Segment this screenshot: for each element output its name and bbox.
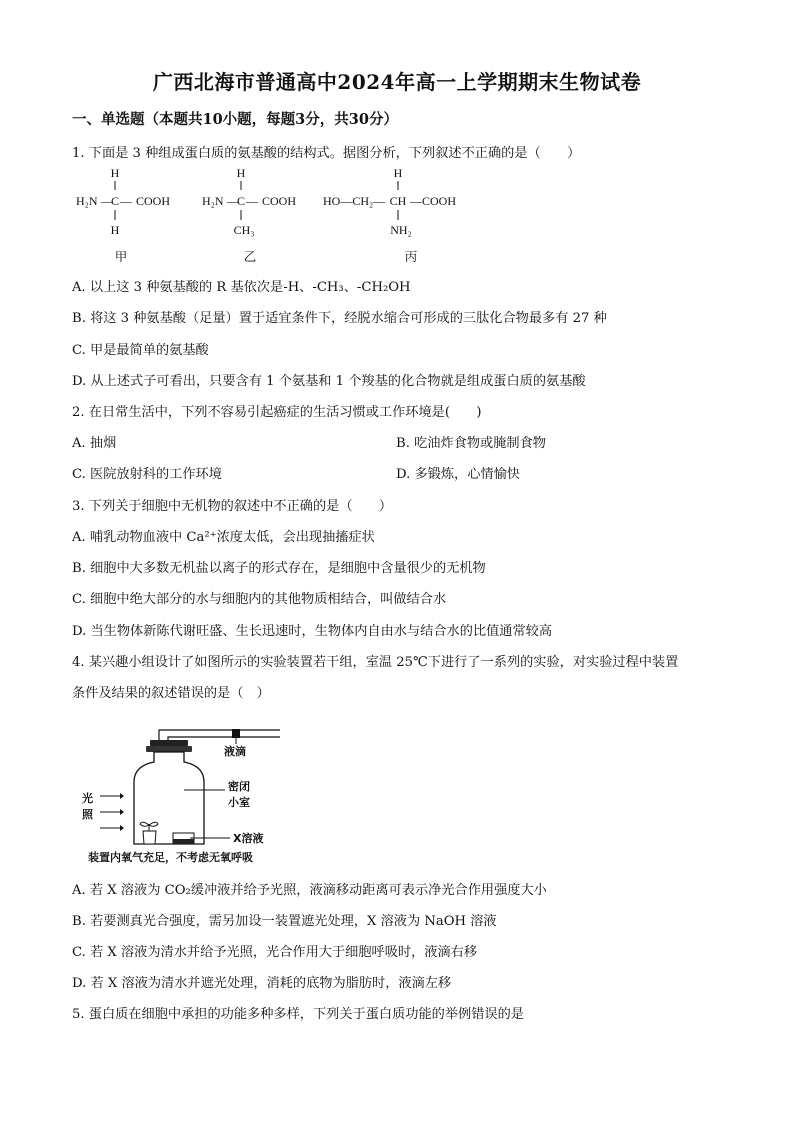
formula-yi-right: COOH bbox=[262, 194, 297, 208]
formula-jia-top: H bbox=[110, 166, 120, 180]
chamber-label-line1: 密闭 bbox=[228, 780, 250, 793]
formula-jia-left: H₂N bbox=[76, 194, 98, 208]
formula-yi-top: H bbox=[236, 166, 246, 180]
formula-bing bbox=[323, 166, 456, 264]
formula-jia-right: COOH bbox=[136, 194, 171, 208]
chamber-label-line2: 小室 bbox=[228, 796, 250, 809]
light-label-line1: 光 bbox=[82, 792, 93, 805]
formula-bing-top: H bbox=[393, 166, 403, 180]
formula-jia-caption: 甲 bbox=[114, 249, 128, 264]
question-2-option-a: A. 抽烟 bbox=[72, 436, 117, 451]
section-heading: 一、单选题（本题共10小题，每题3分，共30分） bbox=[72, 111, 398, 128]
question-1-option-c: C. 甲是最简单的氨基酸 bbox=[72, 343, 209, 358]
question-2-stem: 2. 在日常生活中，下列不容易引起癌症的生活习惯或工作环境是( ) bbox=[72, 405, 482, 420]
question-4-option-a: A. 若 X 溶液为 CO₂缓冲液并给予光照，液滴移动距离可表示净光合作用强度大小 bbox=[72, 883, 547, 898]
question-2-option-c: C. 医院放射科的工作环境 bbox=[72, 467, 222, 482]
exam-title: 广西北海市普通高中2024年高一上学期期末生物试卷 bbox=[152, 70, 642, 94]
question-4-stem-line1: 4. 某兴趣小组设计了如图所示的实验装置若干组，室温 25℃下进行了一系列的实验，对实验过程中装置 bbox=[72, 655, 679, 670]
question-1-option-a: A. 以上这 3 种氨基酸的 R 基依次是-H、-CH₃、-CH₂OH bbox=[72, 280, 411, 295]
question-3-stem: 3. 下列关于细胞中无机物的叙述中不正确的是（ ） bbox=[72, 499, 393, 514]
formula-jia-bottom: H bbox=[110, 223, 120, 237]
formula-yi-caption: 乙 bbox=[243, 249, 257, 264]
formula-yi-bottom: CH₃ bbox=[233, 223, 255, 237]
question-3-option-c: C. 细胞中绝大部分的水与细胞内的其他物质相结合，叫做结合水 bbox=[72, 592, 447, 607]
sealed-jar bbox=[134, 752, 204, 844]
question-1-stem: 1. 下面是 3 种组成蛋白质的氨基酸的结构式。据图分析，下列叙述不正确的是（ ） bbox=[72, 146, 581, 161]
formula-yi-center: C bbox=[236, 194, 246, 208]
question-3-option-b: B. 细胞中大多数无机盐以离子的形式存在，是细胞中含量很少的无机物 bbox=[72, 561, 486, 576]
formula-jia bbox=[76, 166, 170, 264]
formula-bing-part1: HO—CH₂— bbox=[323, 194, 386, 208]
question-4-option-c: C. 若 X 溶液为清水并给予光照，光合作用大于细胞呼吸时，液滴右移 bbox=[72, 945, 478, 960]
question-3-option-d: D. 当生物体新陈代谢旺盛、生长迅速时，生物体内自由水与结合水的比值通常较高 bbox=[72, 624, 553, 639]
question-5-stem: 5. 蛋白质在细胞中承担的功能多种多样，下列关于蛋白质功能的举例错误的是 bbox=[72, 1007, 524, 1022]
stopper bbox=[150, 740, 188, 746]
droplet-mark bbox=[232, 729, 240, 738]
experiment-apparatus-figure bbox=[80, 720, 290, 868]
solution-label: X溶液 bbox=[233, 832, 264, 845]
question-4-stem-line2: 条件及结果的叙述错误的是（ ） bbox=[72, 686, 270, 701]
question-3-option-a: A. 哺乳动物血液中 Ca²⁺浓度太低，会出现抽搐症状 bbox=[72, 530, 375, 545]
question-2-option-d: D. 多锻炼，心情愉快 bbox=[396, 467, 520, 482]
formula-yi-left: H₂N bbox=[202, 194, 224, 208]
formula-jia-center: C bbox=[110, 194, 120, 208]
droplet-label: 液滴 bbox=[224, 745, 246, 758]
formula-yi-dash1: — bbox=[227, 194, 239, 208]
formula-bing-center: CH bbox=[389, 194, 407, 208]
question-4-option-d: D. 若 X 溶液为清水并遮光处理，消耗的底物为脂肪时，液滴左移 bbox=[72, 976, 452, 991]
amino-acid-formulas bbox=[72, 160, 492, 270]
question-2-option-b: B. 吃油炸食物或腌制食物 bbox=[396, 436, 546, 451]
formula-yi bbox=[202, 166, 296, 264]
formula-jia-dash1: — bbox=[101, 194, 113, 208]
formula-yi-dash2: — bbox=[246, 194, 258, 208]
question-4-option-b: B. 若要测真光合强度，需另加设一装置遮光处理，X 溶液为 NaOH 溶液 bbox=[72, 914, 497, 929]
formula-jia-dash2: — bbox=[120, 194, 132, 208]
question-1-option-d: D. 从上述式子可看出，只要含有 1 个氨基和 1 个羧基的化合物就是组成蛋白质的氨基酸 bbox=[72, 374, 586, 389]
formula-bing-caption: 丙 bbox=[404, 249, 418, 264]
formula-bing-bottom: NH₂ bbox=[390, 223, 412, 237]
figure-note: 装置内氧气充足，不考虑无氧呼吸 bbox=[88, 851, 253, 864]
question-1-option-b: B. 将这 3 种氨基酸（足量）置于适宜条件下，经脱水缩合可形成的三肽化合物最多有 27 种 bbox=[72, 311, 607, 326]
formula-bing-right: —COOH bbox=[410, 194, 457, 208]
light-label-line2: 照 bbox=[82, 808, 93, 821]
